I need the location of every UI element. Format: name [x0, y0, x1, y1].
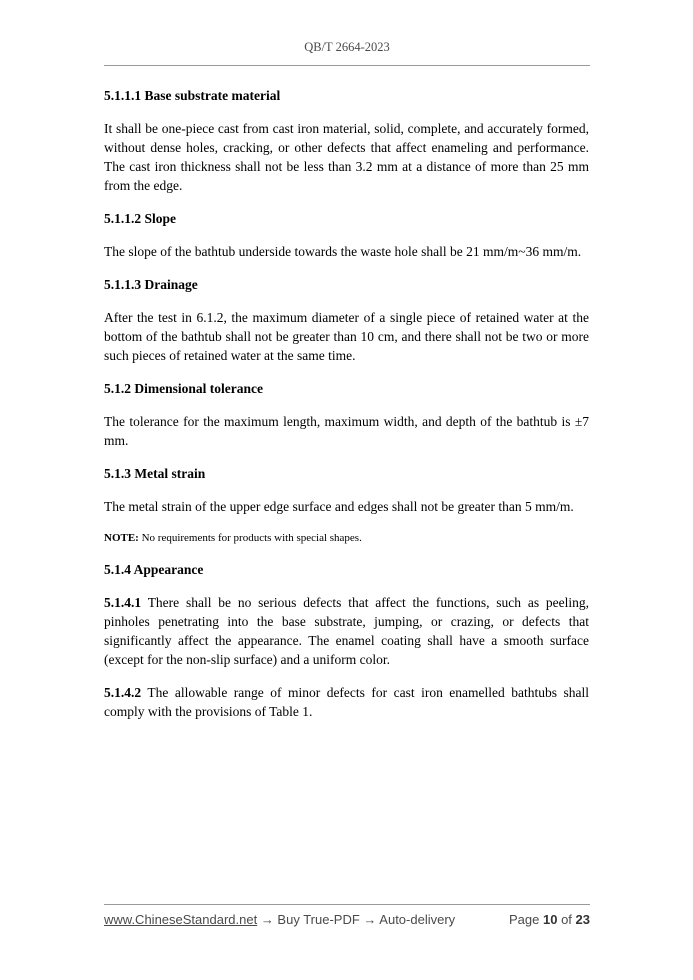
page-number [509, 912, 590, 927]
page-current: 10 [542, 912, 558, 927]
note-text: No requirements for products with special shapes. [138, 532, 362, 544]
page-total: 23 [575, 912, 590, 927]
clause-text-5-1-4-1: There shall be no serious defects that affect the functions, such as peeling, pinholes penetrating into the base substrate, jumping, or crazing, or defects that significantly affect the appearance. The enamel coating shall have a smooth surface (except for the non-slip surface) and a uniform color. [104, 595, 589, 667]
heading-5-1-2: 5.1.2 Dimensional tolerance [104, 381, 263, 396]
header-divider [104, 65, 590, 66]
heading-5-1-4: 5.1.4 Appearance [104, 562, 204, 577]
document-body [104, 86, 589, 735]
heading-5-1-1-3: 5.1.1.3 Drainage [104, 277, 198, 292]
of-label: of [561, 912, 572, 927]
heading-5-1-3: 5.1.3 Metal strain [104, 466, 206, 481]
paragraph-base-substrate: It shall be one-piece cast from cast iron material, solid, complete, and accurately formed, without dense holes, cracking, or other defects that affect enameling and performance. The cast iron thickness shall not be less than 3.2 mm at a distance of more than 25 mm from the edge. [104, 121, 589, 193]
page-label: Page [508, 912, 540, 927]
site-link[interactable]: www.ChineseStandard.net [104, 912, 258, 927]
page-header [104, 40, 590, 55]
heading-5-1-1-1: 5.1.1.1 Base substrate material [104, 88, 281, 103]
heading-5-1-1-2: 5.1.1.2 Slope [104, 211, 177, 226]
note [104, 530, 589, 546]
clause-number-5-1-4-2: 5.1.4.2 [104, 685, 142, 700]
paragraph-5-1-4-2 [104, 683, 589, 721]
clause-text-5-1-4-2: The allowable range of minor defects for cast iron enamelled bathtubs shall comply with the provisions of Table 1. [104, 685, 589, 719]
footer-divider [104, 904, 590, 905]
paragraph-slope: The slope of the bathtub underside towards the waste hole shall be 21 mm/m~36 mm/m. [104, 244, 582, 259]
clause-number-5-1-4-1: 5.1.4.1 [104, 595, 142, 610]
footer-tagline: → Buy True-PDF → Auto-delivery [257, 912, 456, 927]
footer-left [104, 912, 455, 927]
note-label: NOTE: [104, 532, 139, 544]
paragraph-metal-strain: The metal strain of the upper edge surface and edges shall not be greater than 5 mm/m. [104, 499, 574, 514]
paragraph-drainage: After the test in 6.1.2, the maximum diameter of a single piece of retained water at the bottom of the bathtub shall not be greater than 10 cm, and there shall not be two or more such pieces of retained water at the same time. [104, 310, 589, 363]
standard-code: QB/T 2664-2023 [304, 40, 390, 54]
paragraph-5-1-4-1 [104, 593, 589, 669]
paragraph-dimensional-tolerance: The tolerance for the maximum length, maximum width, and depth of the bathtub is ±7 mm. [104, 414, 589, 448]
